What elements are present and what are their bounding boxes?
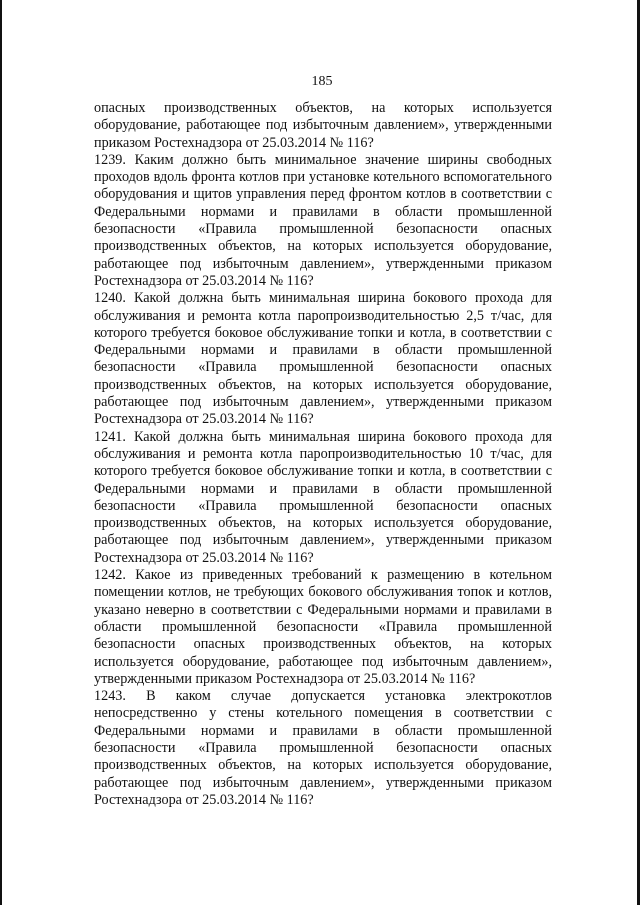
paragraph-continuation: опасных производственных объектов, на которых используется оборудование, работающее под избыточным давлением», утвержденными приказом Ростехнадзора от 25.03.2014 № 116? xyxy=(94,100,552,151)
page-body xyxy=(94,100,552,809)
question-1241: 1241. Какой должна быть минимальная ширина бокового прохода для обслуживания и ремонта котла паропроизводительностью 10 т/час, для которого требуется боковое обслуживание топки и котла, в соответствии с Федеральными нормами и правилами в области промышленной безопасности «Правила промышленной безопасности опасных производственных объектов, на которых используется оборудование, работающее под избыточным давлением», утвержденными приказом Ростехнадзора от 25.03.2014 № 116? xyxy=(94,428,552,566)
page-number: 185 xyxy=(311,74,333,89)
question-1240: 1240. Какой должна быть минимальная ширина бокового прохода для обслуживания и ремонта котла паропроизводительностью 2,5 т/час, для которого требуется боковое обслуживание топки и котла, в соответствии с Федеральными нормами и правилами в области промышленной безопасности «Правила промышленной безопасности опасных производственных объектов, на которых используется оборудование, работающее под избыточным давлением», утвержденными приказом Ростехнадзора от 25.03.2014 № 116? xyxy=(94,290,552,428)
question-1239: 1239. Каким должно быть минимальное значение ширины свободных проходов вдоль фронта котлов при установке котельного вспомогательного оборудования и щитов управления перед фронтом котлов в соответствии с Федеральными нормами и правилами в области промышленной безопасности «Правила промышленной безопасности опасных производственных объектов, на которых используется оборудование, работающее под избыточным давлением», утвержденными приказом Ростехнадзора от 25.03.2014 № 116? xyxy=(94,151,552,289)
question-1242: 1242. Какое из приведенных требований к размещению в котельном помещении котлов, не требующих бокового обслуживания топок и котлов, указано неверно в соответствии с Федеральными нормами и правилами в области промышленной безопасности «Правила промышленной безопасности опасных производственных объектов, на которых используется оборудование, работающее под избыточным давлением», утвержденными приказом Ростехнадзора от 25.03.2014 № 116? xyxy=(94,567,552,687)
question-1243: 1243. В каком случае допускается установка электрокотлов непосредственно у стены котельного помещения в соответствии с Федеральными нормами и правилами в области промышленной безопасности «Правила промышленной безопасности опасных производственных объектов, на которых используется оборудование, работающее под избыточным давлением», утвержденными приказом Ростехнадзора от 25.03.2014 № 116? xyxy=(94,688,552,808)
